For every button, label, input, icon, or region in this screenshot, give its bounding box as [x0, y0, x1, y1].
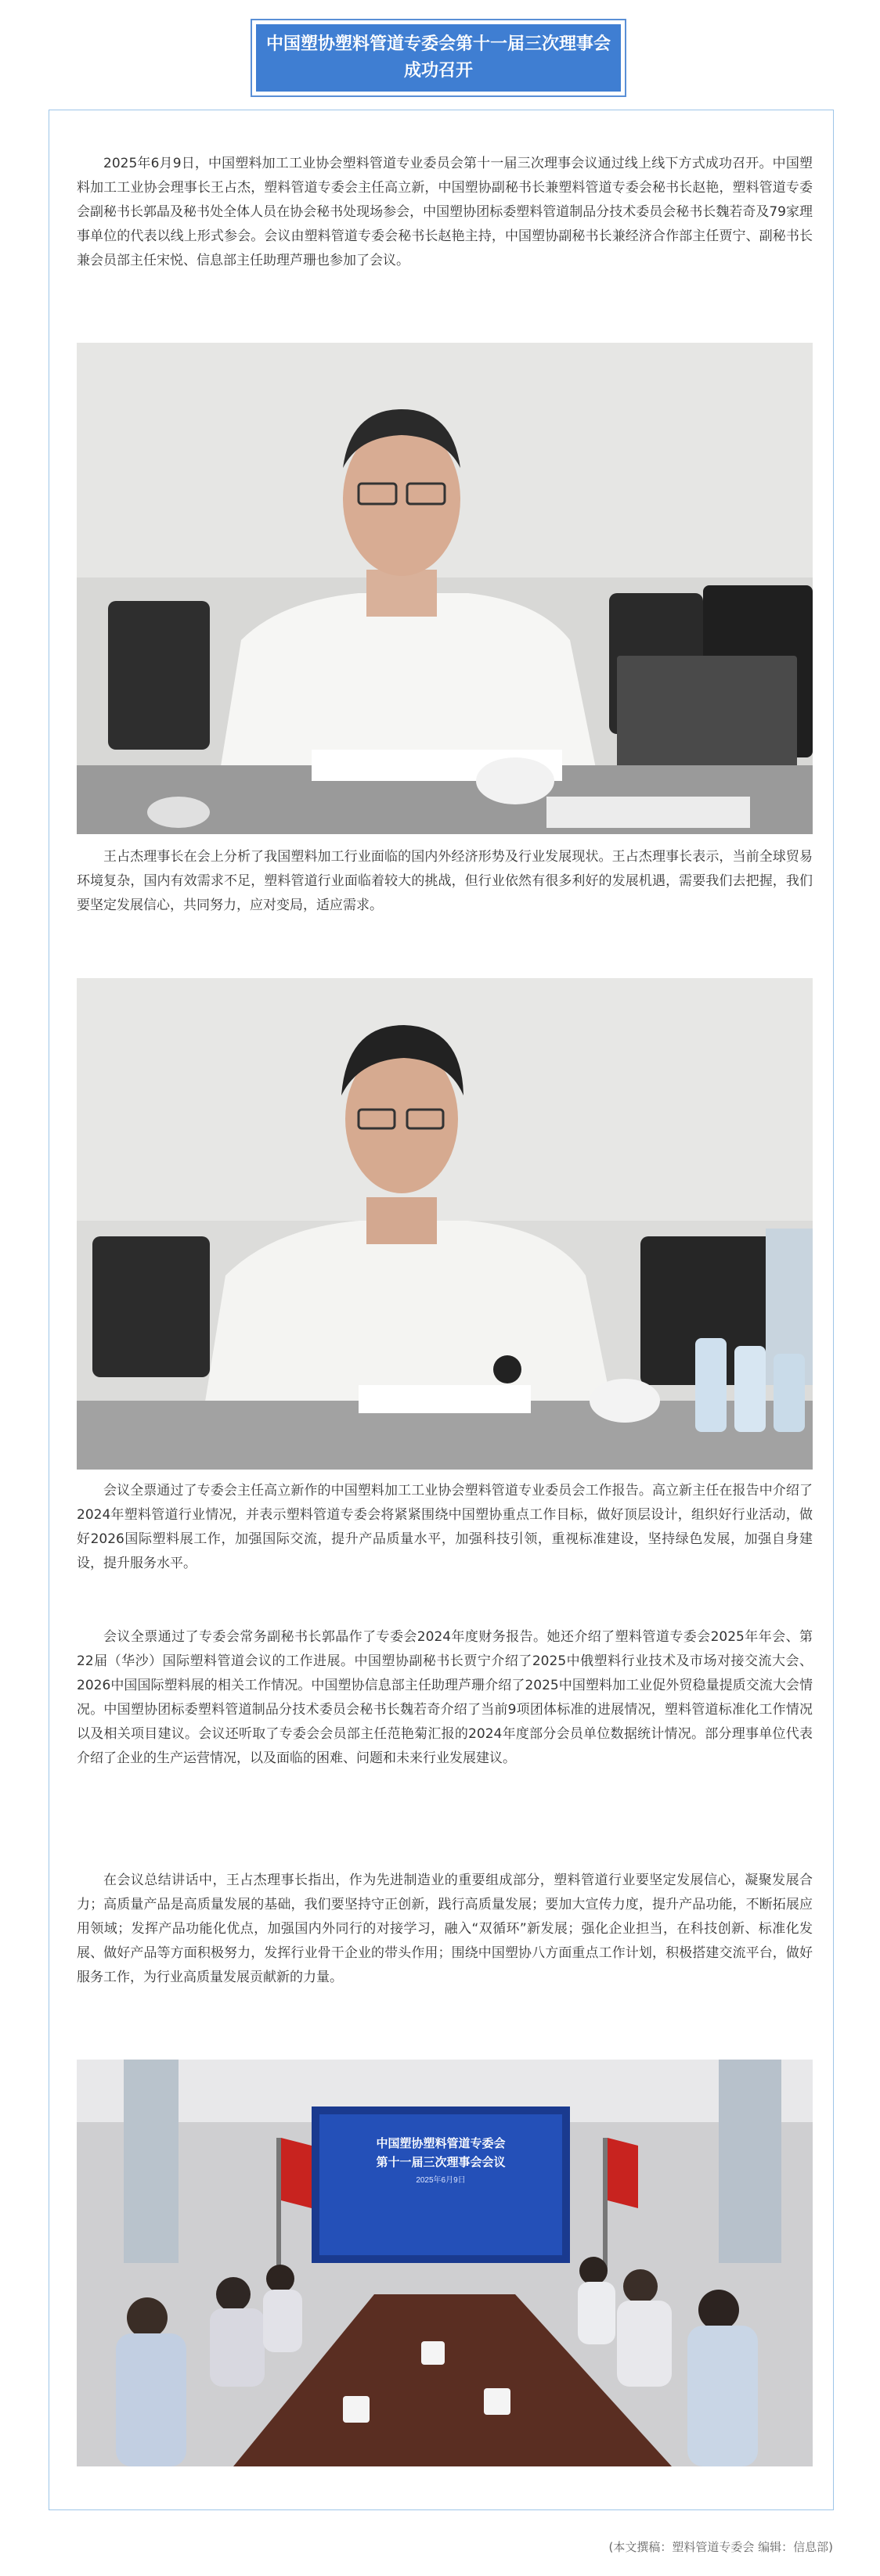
photo-wang-zhanjie — [77, 343, 813, 834]
slide-date: 2025年6月9日 — [416, 2176, 466, 2185]
slide-line2: 第十一届三次理事会会议 — [376, 2156, 506, 2169]
title-banner — [251, 19, 626, 97]
paragraph-2: 王占杰理事长在会上分析了我国塑料加工行业面临的国内外经济形势及行业发展现状。王占杰理事长表示，当前全球贸易环境复杂，国内有效需求不足，塑料管道行业面临着较大的挑战，但行业依然有很多利好的发展机遇，需要我们去把握，我们要坚定发展信心，共同努力，应对变局，适应需求。 — [77, 849, 813, 913]
title-inner — [256, 24, 621, 92]
paragraph-4: 会议全票通过了专委会常务副秘书长郭晶作了专委会2024年度财务报告。她还介绍了塑料管道专委会2025年年会、第22届（华沙）国际塑料管道会议的工作进展。中国塑协副秘书长贾宁介绍了2025中俄塑料行业技术及市场对接交流大会、2026中国国际塑料展的相关工作情况。中国塑协信息部主任助理芦珊介绍了2025中国塑料加工业促外贸稳量提质交流大会情况。中国塑协团标委塑料管道制品分技术委员会秘书长魏若奇介绍了当前9项团体标准的进展情况，塑料管道标准化工作情况以及相关项目建议。会议还听取了专委会会员部主任范艳菊汇报的2024年度部分会员单位数据统计情况。部分理事单位代表介绍了企业的生产运营情况，以及面临的困难、问题和未来行业发展建议。 — [77, 1629, 813, 1766]
page-title-line2: 成功召开 — [403, 61, 473, 81]
paragraph-3: 会议全票通过了专委会主任高立新作的中国塑料加工工业协会塑料管道专业委员会工作报告。高立新主任在报告中介绍了2024年塑料管道行业情况，并表示塑料管道专委会将紧紧围绕中国塑协重点工作目标，做好顶层设计，组织好行业活动，做好2026国际塑料展工作，加强国际交流，提升产品质量水平，加强科技引领，重视标准建设，坚持绿色发展，加强自身建设，提升服务水平。 — [77, 1483, 813, 1571]
paragraph-1: 2025年6月9日，中国塑料加工工业协会塑料管道专业委员会第十一届三次理事会议通过线上线下方式成功召开。中国塑料加工工业协会理事长王占杰，塑料管道专委会主任高立新，中国塑协副秘书长兼塑料管道专委会秘书长赵艳，塑料管道专委会副秘书长郭晶及秘书处全体人员在协会秘书处现场参会，中国塑协团标委塑料管道制品分技术委员会秘书长魏若奇及79家理事单位的代表以线上形式参会。会议由塑料管道专委会秘书长赵艳主持，中国塑协副秘书长兼经济合作部主任贾宁、副秘书长兼会员部主任宋悦、信息部主任助理芦珊也参加了会议。 — [77, 156, 813, 268]
slide-line1: 中国塑协塑料管道专委会 — [376, 2137, 506, 2150]
article-credit: (本文撰稿：塑料管道专委会 编辑：信息部) — [608, 2540, 833, 2554]
paragraph-5: 在会议总结讲话中，王占杰理事长指出，作为先进制造业的重要组成部分，塑料管道行业要坚定发展信心，凝聚发展合力；高质量产品是高质量发展的基础，我们要坚持守正创新，践行高质量发展；要加大宣传力度，提升产品功能，不断拓展应用领域；发挥产品功能化优点，加强国内外同行的对接学习，融入“双循环”新发展；强化企业担当，在科技创新、标准化发展、做好产品等方面积极努力，发挥行业骨干企业的带头作用；围绕中国塑协八方面重点工作计划，积极搭建交流平台，做好服务工作，为行业高质量发展贡献新的力量。 — [77, 1873, 813, 1985]
photo-meeting-room — [77, 2060, 813, 2466]
slide-text — [335, 2135, 546, 2189]
page-title-line1: 中国塑协塑料管道专委会第十一届三次理事会 — [265, 34, 611, 54]
photo-gao-lixin — [77, 978, 813, 1470]
